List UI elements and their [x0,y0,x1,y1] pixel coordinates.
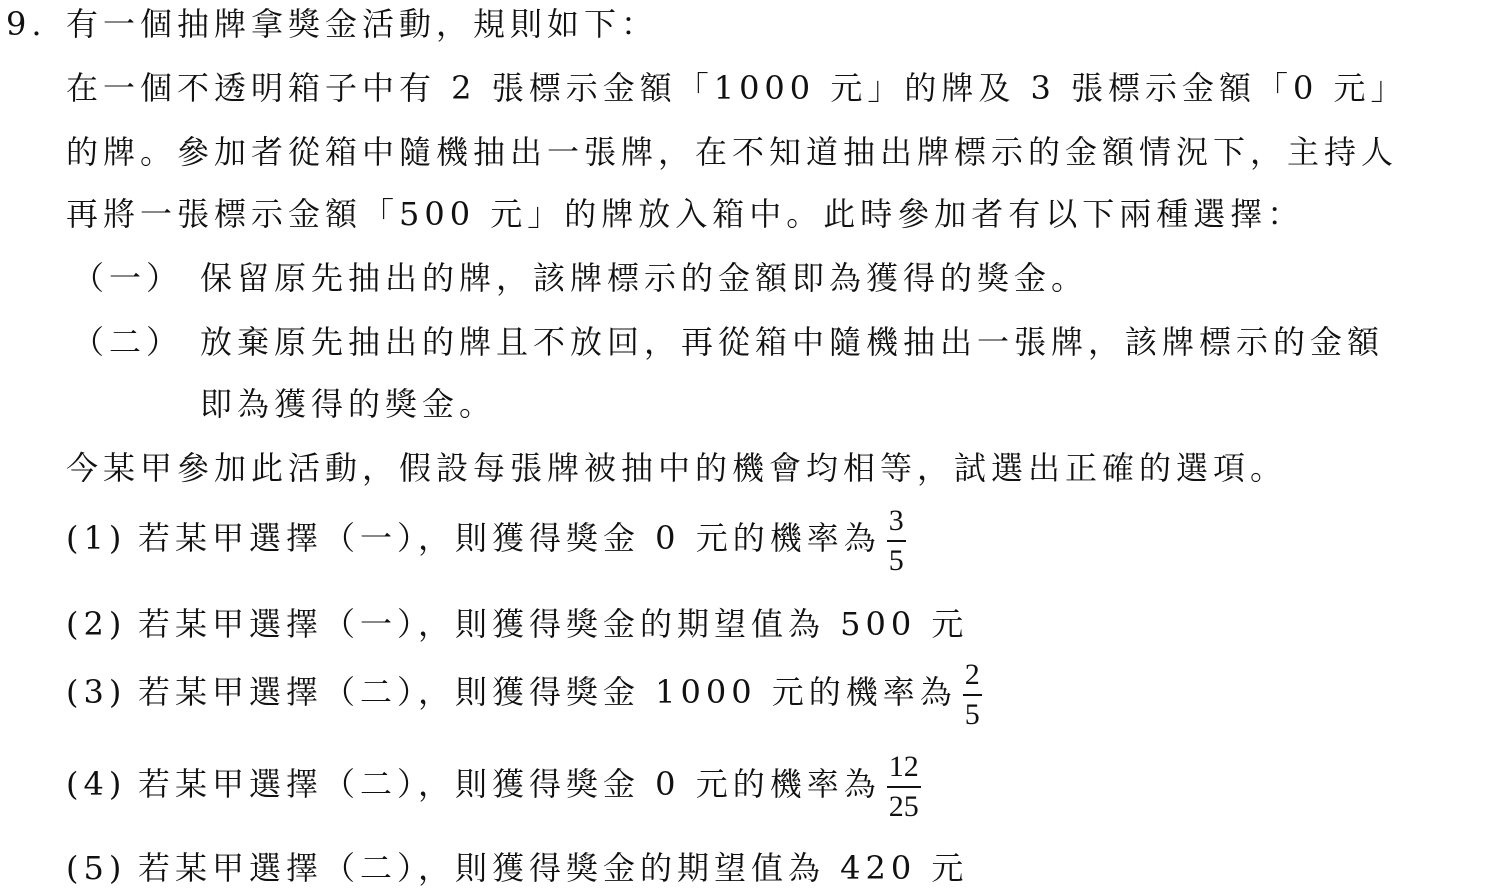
question-title: 有一個抽牌拿獎金活動，規則如下： [66,5,659,43]
option-5-label: (5) [66,849,127,887]
choice-2-text: 放棄原先抽出的牌且不放回，再從箱中隨機抽出一張牌，該牌標示的金額 [200,323,1385,361]
option-3-text [138,657,982,730]
rules-line-1: 在一個不透明箱子中有 2 張標示金額「1000 元」的牌及 3 張標示金額「0 元」 [66,69,1408,107]
option-4-denominator: 25 [888,789,919,823]
option-3-statement: 若某甲選擇（二），則獲得獎金 1000 元的機率為 [138,673,957,711]
rules-line-2: 的牌。參加者從箱中隨機抽出一張牌，在不知道抽出牌標示的金額情況下，主持人 [66,133,1399,171]
option-1-numerator: 3 [887,506,906,542]
option-3-fraction [963,657,982,731]
choice-1-label: （一） [72,259,184,297]
option-1-statement: 若某甲選擇（一），則獲得獎金 0 元的機率為 [138,519,881,557]
option-4-fraction [887,749,921,823]
option-5-text: 若某甲選擇（二），則獲得獎金的期望值為 420 元 [138,849,969,887]
option-3-numerator: 2 [963,660,982,696]
question-prompt: 今某甲參加此活動，假設每張牌被抽中的機會均相等，試選出正確的選項。 [66,449,1288,487]
option-3-denominator: 5 [964,697,980,731]
option-4-statement: 若某甲選擇（二），則獲得獎金 0 元的機率為 [138,765,881,803]
choice-1-text: 保留原先抽出的牌，該牌標示的金額即為獲得的獎金。 [200,259,1089,297]
option-4-numerator: 12 [887,752,921,788]
option-2-text: 若某甲選擇（一），則獲得獎金的期望值為 500 元 [138,605,969,643]
option-1-fraction [887,503,906,577]
option-1-text [138,503,906,576]
option-3-label: (3) [66,673,127,711]
option-4-label: (4) [66,765,127,803]
rules-line-3: 再將一張標示金額「500 元」的牌放入箱中。此時參加者有以下兩種選擇： [66,195,1305,233]
choice-2-label: （二） [72,323,184,361]
option-2-label: (2) [66,605,127,643]
question-number: 9. [6,5,47,43]
choice-2-text-continued: 即為獲得的獎金。 [200,385,497,423]
option-4-text [138,749,921,822]
option-1-denominator: 5 [888,543,904,577]
option-1-label: (1) [66,519,127,557]
